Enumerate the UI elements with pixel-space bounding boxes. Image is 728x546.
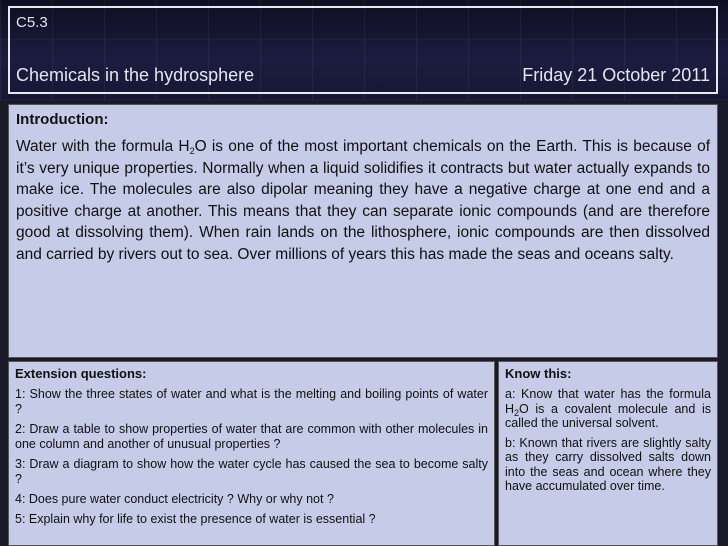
extension-questions-panel (8, 361, 495, 546)
lesson-code: C5.3 (16, 14, 48, 31)
know-this-panel (498, 361, 718, 546)
lesson-date: Friday 21 October 2011 (522, 65, 710, 85)
extension-question-5: 5: Explain why for life to exist the presence of water is essential ? (15, 512, 376, 526)
extension-heading: Extension questions: (15, 366, 147, 381)
intro-formula-subscript: 2 (189, 146, 195, 156)
header-frame (8, 6, 718, 94)
know-this-item-b: b: Known that rivers are slightly salty as they carry dissolved salts down into the seas and ocean where they have accumulated over time. (505, 435, 711, 493)
know-a-subscript: 2 (514, 407, 520, 418)
slide-header (0, 0, 728, 100)
introduction-heading: Introduction: (16, 111, 109, 128)
intro-text-rest: O is one of the most important chemicals on the Earth. This is because of it’s very unique properties. Normally when a liquid solidifies it contracts but water actually expands to make ice. The molecules are also dipolar meaning they have a negative charge at one end and a positive charge at another. This means that they can separate ionic compounds (and are therefore good at dissolving them). When rain lands on the lithosphere, ionic compounds are then dissolved and carried by rivers out to sea. Over millions of years this has made the seas and oceans salty. (16, 138, 710, 263)
extension-question-1: 1: Show the three states of water and what is the melting and boiling points of water ? (15, 387, 488, 416)
introduction-panel (8, 104, 718, 358)
know-this-heading: Know this: (505, 366, 572, 381)
introduction-text (16, 136, 710, 265)
extension-question-2: 2: Draw a table to show properties of water that are common with other molecules in one column and another of unusual properties ? (15, 422, 488, 451)
intro-formula-prefix: Water with the formula H (16, 138, 190, 155)
know-a-prefix: a: Know that water has the formula H (505, 387, 711, 416)
lesson-title: Chemicals in the hydrosphere (16, 65, 255, 85)
know-a-rest: O is a covalent molecule and is called the universal solvent. (505, 401, 711, 430)
extension-question-4: 4: Does pure water conduct electricity ? Why or why not ? (15, 492, 334, 506)
know-this-item-a (505, 387, 711, 431)
extension-question-3: 3: Draw a diagram to show how the water cycle has caused the sea to become salty ? (15, 457, 488, 486)
